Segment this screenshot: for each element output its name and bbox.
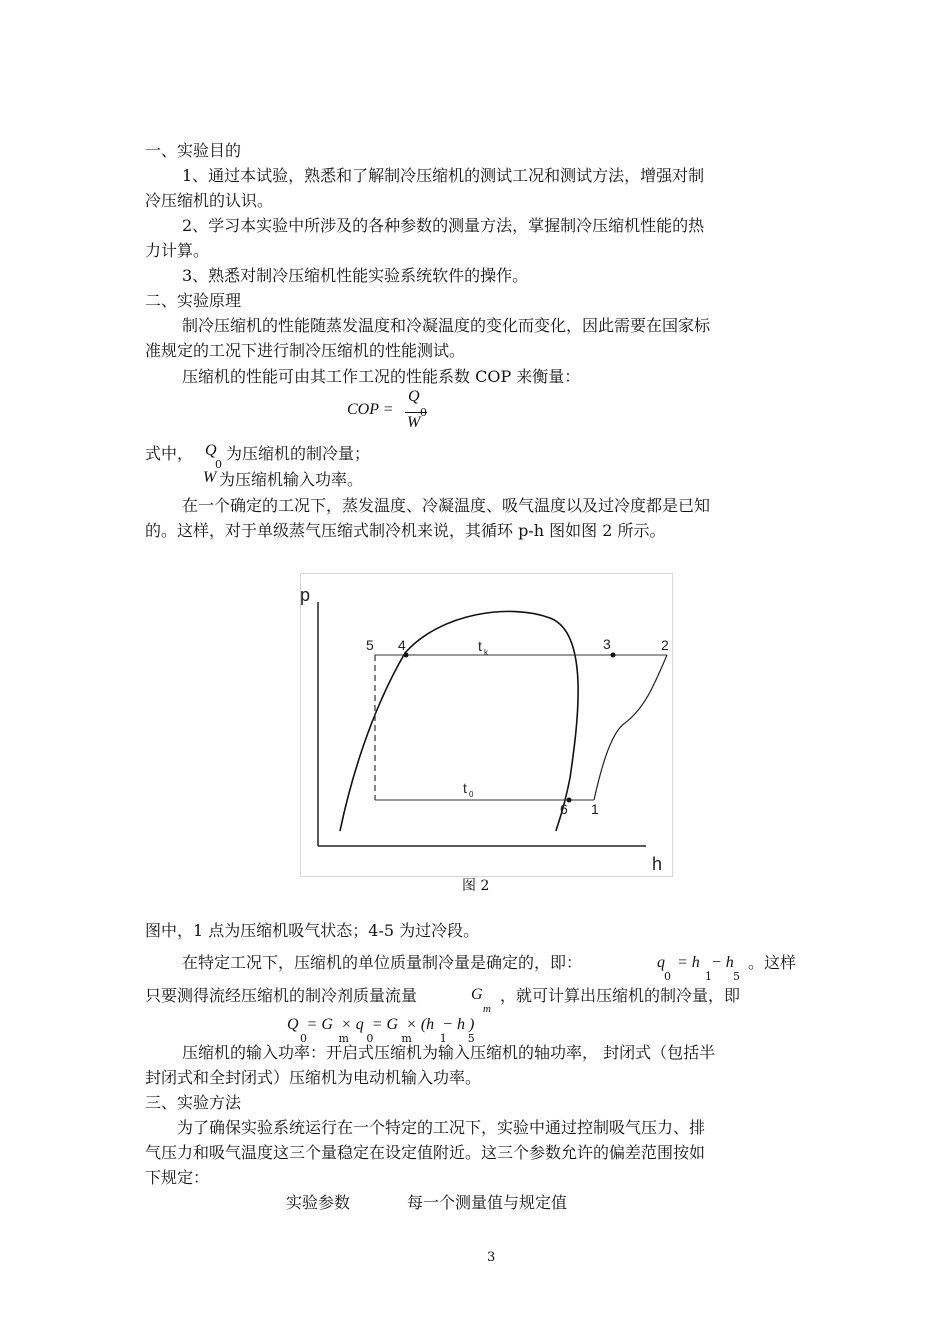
figure-border: [301, 574, 673, 877]
cop-formula-numerator: Q: [408, 388, 420, 405]
where-w-symbol: W: [203, 469, 217, 486]
axis-h-label: h: [652, 854, 663, 874]
page-number: 3: [487, 1250, 496, 1265]
where-q-text: 为压缩机的制冷量；: [226, 444, 371, 463]
axis-p-label: p: [300, 585, 311, 605]
label-4: 4: [398, 637, 406, 653]
label-tk-sub: k: [484, 648, 488, 657]
saturation-curve: [340, 611, 578, 831]
where-w-text: 为压缩机输入功率。: [219, 470, 364, 489]
label-t0-sub: 0: [469, 790, 474, 799]
label-1: 1: [591, 801, 599, 817]
paragraph-line: 3、熟悉对制冷压缩机性能实验系统软件的操作。: [182, 266, 529, 285]
table-header-parameter: 实验参数: [286, 1193, 351, 1212]
h1-subscript: 1: [705, 970, 712, 983]
paragraph-line: 压缩机的性能可由其工作工况的性能系数 COP 来衡量：: [182, 367, 581, 386]
paragraph-line: 冷压缩机的认识。: [145, 191, 274, 210]
paragraph-line: ，就可计算出压缩机的制冷量，即: [500, 986, 741, 1005]
label-6: 6: [560, 801, 568, 817]
paragraph-line: 图中，1 点为压缩机吸气状态；4-5 为过冷段。: [145, 921, 480, 940]
point-4: [404, 653, 409, 658]
paragraph-line: 在一个确定的工况下，蒸发温度、冷凝温度、吸气温度以及过冷度都是已知: [182, 496, 711, 515]
h5-subscript: 5: [733, 970, 740, 983]
minus-h: − h: [711, 954, 734, 971]
compression-line: [594, 655, 667, 800]
cop-formula-lhs: COP =: [347, 401, 394, 418]
q0-equals-h: = h: [677, 954, 700, 971]
cop-formula-denominator: W: [407, 414, 421, 431]
section-3-title: 三、实验方法: [145, 1093, 242, 1112]
section-1-title: 一、实验目的: [145, 141, 242, 160]
table-header-deviation: 每一个测量值与规定值: [407, 1193, 568, 1212]
section-2-title: 二、实验原理: [145, 291, 242, 310]
paragraph-line: 2、学习本实验中所涉及的各种参数的测量方法，掌握制冷压缩机性能的热: [182, 216, 705, 235]
q0-formula: Q = G × q = G × (h − h ): [287, 1016, 475, 1033]
paragraph-line: 1、通过本试验，熟悉和了解制冷压缩机的测试工况和测试方法，增强对制: [182, 166, 705, 185]
where-q-subscript: 0: [215, 458, 222, 471]
label-tk: t: [478, 638, 482, 654]
ph-diagram: [300, 573, 674, 878]
paragraph-line: 为了确保实验系统运行在一个特定的工况下，实验中通过控制吸气压力、排: [177, 1118, 706, 1137]
label-2: 2: [661, 637, 669, 653]
label-t0: t: [463, 780, 467, 796]
paragraph-line: 制冷压缩机的性能随蒸发温度和冷凝温度的变化而变化，因此需要在国家标: [182, 316, 711, 335]
paragraph-line-end: 。这样: [748, 953, 797, 972]
where-q-symbol: Q: [205, 442, 217, 459]
q0-formula-subscripts: 0 m 0 m 1 5: [300, 1032, 475, 1045]
paragraph-line: 气压力和吸气温度这三个量稳定在设定值附近。这三个参数允许的偏差范围按如: [145, 1143, 706, 1162]
label-5: 5: [366, 637, 374, 653]
point-3: [611, 653, 616, 658]
paragraph-line: 力计算。: [145, 241, 210, 260]
q0-subscript: 0: [664, 970, 671, 983]
paragraph-line: 下规定：: [145, 1168, 210, 1187]
paragraph-line: 的。这样，对于单级蒸气压缩式制冷机来说，其循环 p-h 图如图 2 所示。: [145, 521, 666, 540]
paragraph-line: 封闭式和全封闭式）压缩机为电动机输入功率。: [145, 1068, 482, 1087]
gm-symbol: G: [471, 986, 483, 1003]
q0-symbol: q: [657, 954, 665, 971]
fraction-bar: [405, 412, 427, 413]
paragraph-line: 只要测得流经压缩机的制冷剂质量流量: [145, 986, 418, 1005]
where-prefix: 式中，: [145, 444, 194, 463]
figure-caption: 图 2: [462, 878, 490, 894]
paragraph-line: 压缩机的输入功率：开启式压缩机为输入压缩机的轴功率， 封闭式（包括半: [182, 1043, 716, 1062]
gm-subscript: m: [483, 1003, 491, 1015]
paragraph-line: 准规定的工况下进行制冷压缩机的性能测试。: [145, 341, 466, 360]
paragraph-line: 在特定工况下，压缩机的单位质量制冷量是确定的，即：: [182, 953, 583, 972]
label-3: 3: [603, 636, 611, 652]
